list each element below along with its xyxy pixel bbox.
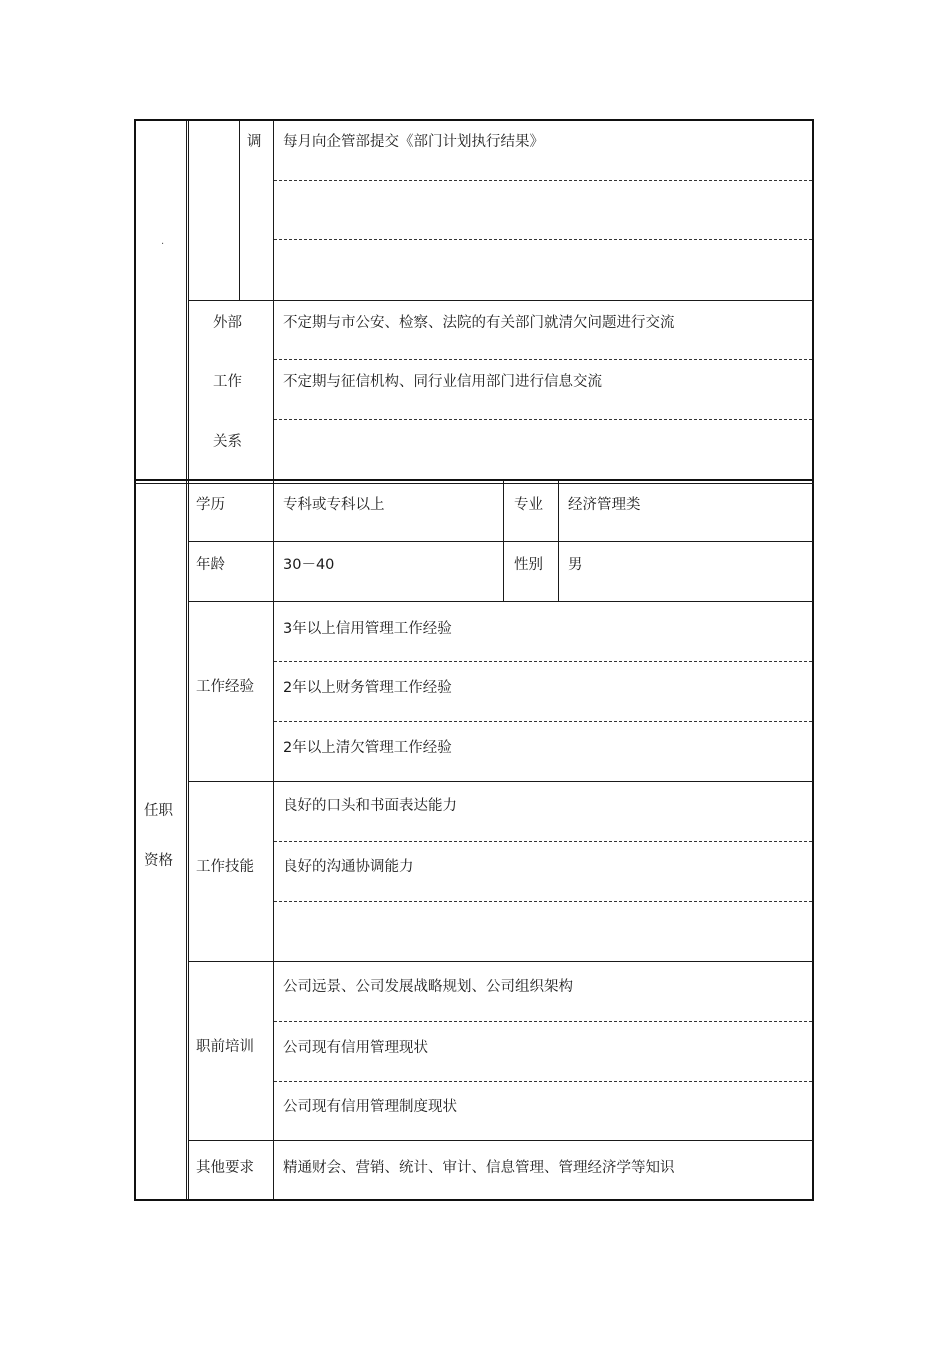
dash-skills-1 [274,841,812,842]
section-dot: · [161,239,165,250]
col-divider-internal-label [239,120,240,300]
external-row-1: 不定期与市公安、检察、法院的有关部门就清欠问题进行交流 [283,315,675,331]
dash-internal-2 [274,239,812,240]
internal-label-char: 调 [247,134,262,150]
other-value: 精通财会、营销、统计、审计、信息管理、管理经济学等知识 [283,1160,675,1176]
external-label-line-3: 关系 [213,434,242,450]
section-divider-b [134,483,814,484]
experience-label: 工作经验 [196,679,254,695]
skills-item-1: 良好的口头和书面表达能力 [283,798,457,814]
row-line-other-top [188,1140,813,1141]
dash-experience-1 [274,661,812,662]
table-right-border [812,120,814,1201]
dash-training-2 [274,1081,812,1082]
training-item-2: 公司现有信用管理现状 [283,1040,428,1056]
row-line-external-top [188,300,813,301]
table-top-border [134,119,814,121]
row-line-skills-top [188,781,813,782]
major-label: 专业 [514,497,543,513]
skills-label: 工作技能 [196,859,254,875]
age-label: 年龄 [196,557,225,573]
dash-experience-2 [274,721,812,722]
dash-external-2 [274,419,812,420]
dash-skills-2 [274,901,812,902]
external-label-line-2: 工作 [213,374,242,390]
qualifications-label-line-1: 任职 [144,803,173,819]
dash-external-1 [274,359,812,360]
experience-item-3: 2年以上清欠管理工作经验 [283,740,452,756]
experience-item-1: 3年以上信用管理工作经验 [283,621,452,637]
education-value: 专科或专科以上 [283,497,385,513]
gender-value: 男 [568,557,583,573]
training-item-3: 公司现有信用管理制度现状 [283,1099,457,1115]
col-divider-1b [188,120,189,1201]
education-label: 学历 [196,497,225,513]
external-label-line-1: 外部 [213,315,242,331]
qualifications-label-line-2: 资格 [144,853,173,869]
col-divider-1 [186,120,187,1201]
experience-item-2: 2年以上财务管理工作经验 [283,680,452,696]
major-value: 经济管理类 [568,497,641,513]
other-label: 其他要求 [196,1160,254,1176]
row-line-training-top [188,961,813,962]
internal-row-1: 每月向企管部提交《部门计划执行结果》 [283,134,544,150]
table-left-border [134,120,136,1201]
table-bottom-border [134,1199,814,1201]
section-divider [134,479,814,481]
dash-internal-1 [274,180,812,181]
row-line-experience-top [188,601,813,602]
dash-training-1 [274,1021,812,1022]
age-value: 30－40 [283,557,335,573]
training-item-1: 公司远景、公司发展战略规划、公司组织架构 [283,979,573,995]
row-line-age-top [188,541,813,542]
gender-label: 性别 [514,557,543,573]
skills-item-2: 良好的沟通协调能力 [283,859,414,875]
training-label: 职前培训 [196,1039,254,1055]
external-row-2: 不定期与征信机构、同行业信用部门进行信息交流 [283,374,602,390]
